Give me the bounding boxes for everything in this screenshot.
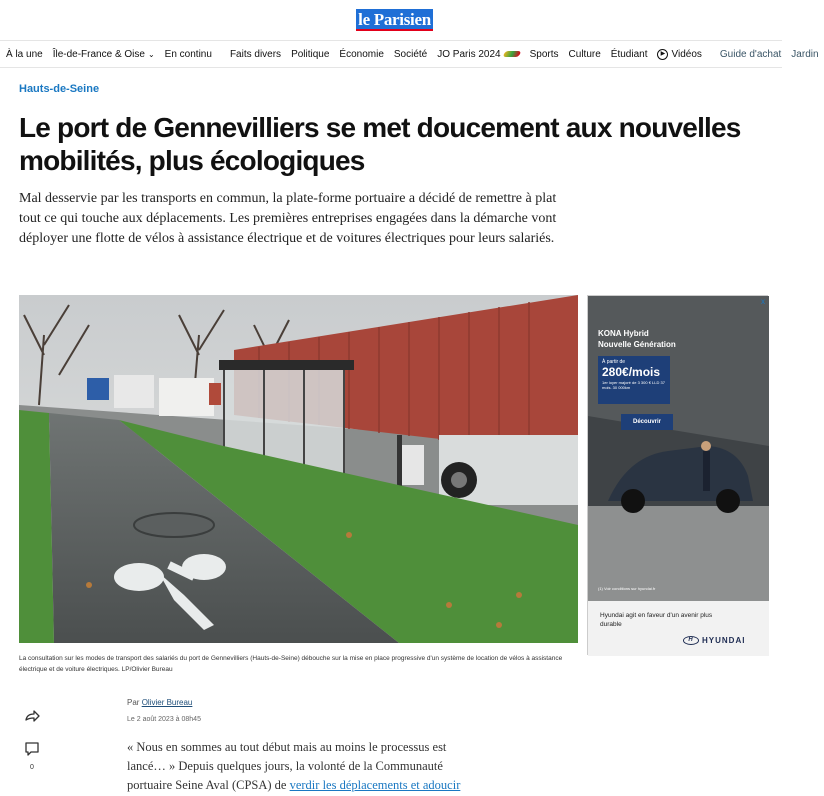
ad-title	[598, 328, 676, 350]
comment-icon[interactable]	[23, 740, 41, 758]
nav-label: Économie	[339, 48, 384, 60]
hyundai-ad[interactable]	[587, 295, 768, 655]
nav-item-etudiant[interactable]	[606, 49, 653, 60]
ad-tagline: Hyundai agit en faveur d'un avenir plus durable	[600, 612, 713, 628]
ad-brand	[683, 636, 745, 645]
nav-label: Politique	[291, 48, 330, 60]
nav-label: JO Paris 2024	[437, 48, 501, 60]
play-icon: ▶	[657, 49, 668, 60]
nav-item-politique[interactable]	[286, 49, 334, 60]
section-link[interactable]: Hauts-de-Seine	[19, 83, 100, 95]
nav-item-sports[interactable]	[525, 49, 564, 60]
ad-footer	[588, 601, 769, 656]
ad-discover-button[interactable]: Découvrir	[621, 414, 673, 430]
nav-item-economie[interactable]	[334, 49, 388, 60]
le-parisien-logo[interactable]: le Parisien	[356, 9, 433, 31]
share-button[interactable]	[23, 707, 41, 725]
photo-caption: La consultation sur les modes de transport des salariés du port de Gennevilliers (Hauts-de-Seine) débouche sur la mise en place progressive d'un système de location de vélos à assistance électrique et de voiture électriques. LP/Olivier Bureau	[19, 655, 563, 673]
ad-close-icon[interactable]: x	[761, 297, 765, 306]
nav-label: Sports	[529, 48, 559, 60]
nav-item-a-la-une[interactable]	[0, 49, 48, 60]
nav-label: Vidéos	[671, 48, 702, 60]
nav-label: En continu	[164, 48, 212, 60]
nav-item-faits-divers[interactable]	[225, 49, 286, 60]
hyundai-logo-icon: H	[683, 636, 699, 645]
nav-label: À la une	[6, 48, 43, 60]
article-body	[127, 738, 487, 795]
ad-conditions: (1) Voir conditions sur hyundai.fr	[598, 586, 656, 591]
nav-label: Société	[393, 48, 428, 60]
site-header	[0, 0, 782, 40]
author-link[interactable]: Olivier Bureau	[141, 698, 193, 707]
nav-label: Faits divers	[229, 48, 282, 60]
nav-item-societe[interactable]	[389, 49, 432, 60]
nav-item-jardin[interactable]	[786, 49, 823, 60]
nav-item-guide-achat[interactable]	[715, 49, 786, 60]
jo-flame-icon	[502, 51, 521, 57]
ad-title-line2: Nouvelle Génération	[598, 340, 676, 349]
main-nav	[0, 40, 819, 68]
ad-price-prefix: À partir de	[602, 359, 626, 365]
port-street-photo	[19, 295, 578, 643]
byline-prefix: Par	[127, 698, 140, 707]
nav-item-culture[interactable]	[564, 49, 606, 60]
ad-brand-name: HYUNDAI	[702, 636, 746, 645]
nav-label: Culture	[568, 48, 601, 60]
article-title: Le port de Gennevilliers se met doucement aux nouvelles mobilités, plus écologiques	[19, 112, 741, 176]
share-icon	[23, 707, 41, 725]
ad-price-note: 1er loyer majoré de 3 300 € LLD 37 mois. 30 000km	[602, 380, 665, 390]
inline-article-link[interactable]: verdir les déplacements et adoucir	[289, 778, 461, 792]
byline	[127, 698, 192, 707]
publish-date: Le 2 août 2023 à 08h45	[127, 716, 201, 723]
nav-item-ile-de-france[interactable]	[48, 49, 160, 60]
ad-price: 280€/mois	[602, 365, 661, 379]
chevron-down-icon: ⌄	[147, 49, 155, 59]
article-lede: Mal desservie par les transports en commun, la plate-forme portuaire a décidé de remettre à plat tout ce qui touche aux déplacements. Les premières entreprises engagées dans la démarche vont déployer une flotte de vélos à assistance électrique et de voitures électriques pour leurs salariés.	[19, 191, 557, 246]
ad-title-line1: KONA Hybrid	[598, 329, 649, 338]
nav-label: Île-de-France & Oise	[52, 48, 145, 60]
nav-label: Jardin	[791, 48, 819, 60]
nav-label: Guide d'achat	[719, 48, 782, 60]
nav-label: Étudiant	[610, 48, 648, 60]
nav-item-videos[interactable]	[652, 49, 706, 60]
nav-item-jo-paris-2024[interactable]	[432, 49, 524, 60]
body-text-start: « Nous en sommes au tout début mais au moins le processus est lancé… » Depuis quelques jours, la volonté de la Communauté portuaire Seine Aval (CPSA) de	[127, 740, 447, 792]
article-photo[interactable]	[19, 295, 578, 643]
ad-price-box	[598, 356, 670, 404]
comment-count: 0	[30, 764, 34, 771]
nav-item-en-continu[interactable]	[160, 49, 217, 60]
